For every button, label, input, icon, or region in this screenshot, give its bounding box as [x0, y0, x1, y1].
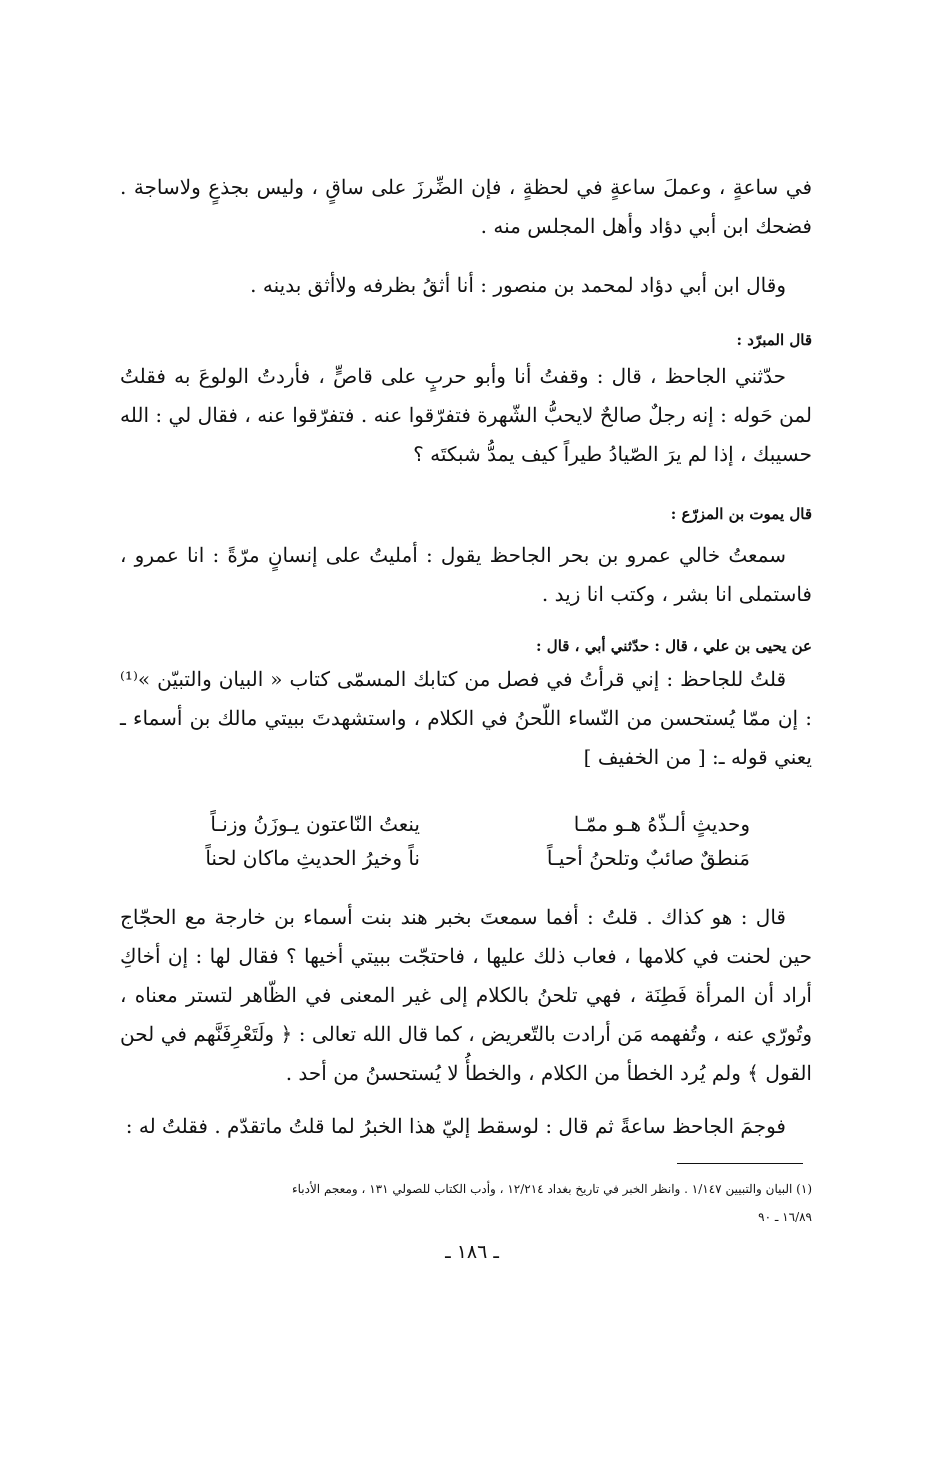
- paragraph-6: قال : هو كذاك . قلتُ : أفما سمعتَ بخبر هند بنت أسماء بن خارجة مع الحجّاج حين لحنت في كلامها ، فعاب ذلك عليها ، فاحتجّت ببيتي أخيها ؟ فقال لها : إن أخاكِ أراد أن المرأة فَطِنَة ، فهي تلحنُ بالكلام إلى غير المعنى في الظّاهر لتستر معناه ، وتُورّي عنه ، وتُفهمه مَن أرادت بالتّعريض ، كما قال الله تعالى : ﴿ ولَتَعْرِفَنَّهم في لحن القول ﴾ ولم يُرد الخطأ من الكلام ، والخطأُ لا يُستحسنُ من أحد .: [120, 905, 812, 1085]
- footnote-line-1: (١) البيان والتبيين ١/١٤٧ . وانظر الخبر في تاريخ بغداد ١٢/٢١٤ ، وأدب الكتاب للصولي ١٣١ ، ومعجم الأدباء: [291, 1182, 812, 1196]
- heading-mubarrad: قال المبرّد :: [736, 331, 812, 349]
- paragraph-2: وقال ابن أبي دؤاد لمحمد بن منصور : أنا أثقُ بظرفه ولاأثق بدينه .: [250, 273, 786, 297]
- paragraph-3: حدّثني الجاحظ ، قال : وقفتُ أنا وأبو حربٍ على قاصٍّ ، فأردتُ الولوعَ به فقلتُ لمن حَوله : إنه رجلٌ صالحٌ لايحبُّ الشّهرة فتفرّقوا عنه . فتفرّقوا عنه ، فقال لي : الله حسيبك ، إذا لم يرَ الصّيادُ طيراً كيف يمدُّ شبكتَه ؟: [120, 364, 812, 466]
- verse-line-2: [150, 841, 750, 875]
- heading-yahya: عن يحيى بن علي ، قال : حدّثني أبي ، قال :: [536, 637, 812, 655]
- footnote-divider: [677, 1163, 803, 1164]
- verse-block: [150, 807, 750, 875]
- paragraph-1: في ساعةٍ ، وعملَ ساعةٍ في لحظةٍ ، فإن الضِّرزَ على ساقٍ ، وليس بجذعٍ ولاساجة . فضحك ابن أبي دؤاد وأهل المجلس منه .: [120, 175, 812, 238]
- heading-yamut: قال يموت بن المزرّع :: [670, 505, 812, 523]
- verse-line-1-first-hemistich: وحديثٍ ألـذّهُ هـو ممّـا: [573, 812, 750, 836]
- verse-line-1: [150, 807, 750, 841]
- page-number: ـ ١٨٦ ـ: [445, 1241, 499, 1263]
- paragraph-4: سمعتُ خالي عمرو بن بحر الجاحظ يقول : أمليتُ على إنسانٍ مرّةً : انا عمرو ، فاستملى انا بشر ، وكتب انا زيد .: [120, 543, 812, 606]
- paragraph-7: فوجمَ الجاحظ ساعةً ثم قال : لوسقط إليّ هذا الخبرُ لما قلتُ ماتقدّم . فقلتُ له :: [125, 1114, 786, 1138]
- verse-line-2-second-hemistich: ناً وخيرُ الحديثِ ماكان لحناً: [205, 846, 420, 870]
- footnote-line-2: ١٦/٨٩ ـ ٩٠: [758, 1210, 812, 1224]
- paragraph-5: قلتُ للجاحظ : إني قرأتُ في فصل من كتابك المسمّى كتاب « البيان والتبيّن »⁽¹⁾ : إن ممّا يُستحسن من النّساء اللّحنُ في الكلام ، واستشهدتَ ببيتي مالك بن أسماء ـ يعني قوله ـ: [ من الخفيف ]: [120, 667, 812, 769]
- verse-line-2-first-hemistich: مَنطقٌ صائبٌ وتلحنُ أحيـاً: [546, 846, 750, 870]
- verse-line-1-second-hemistich: ينعتُ النّاعتون يـوزَنُ وزنـاً: [210, 812, 420, 836]
- footnote: [120, 1175, 812, 1231]
